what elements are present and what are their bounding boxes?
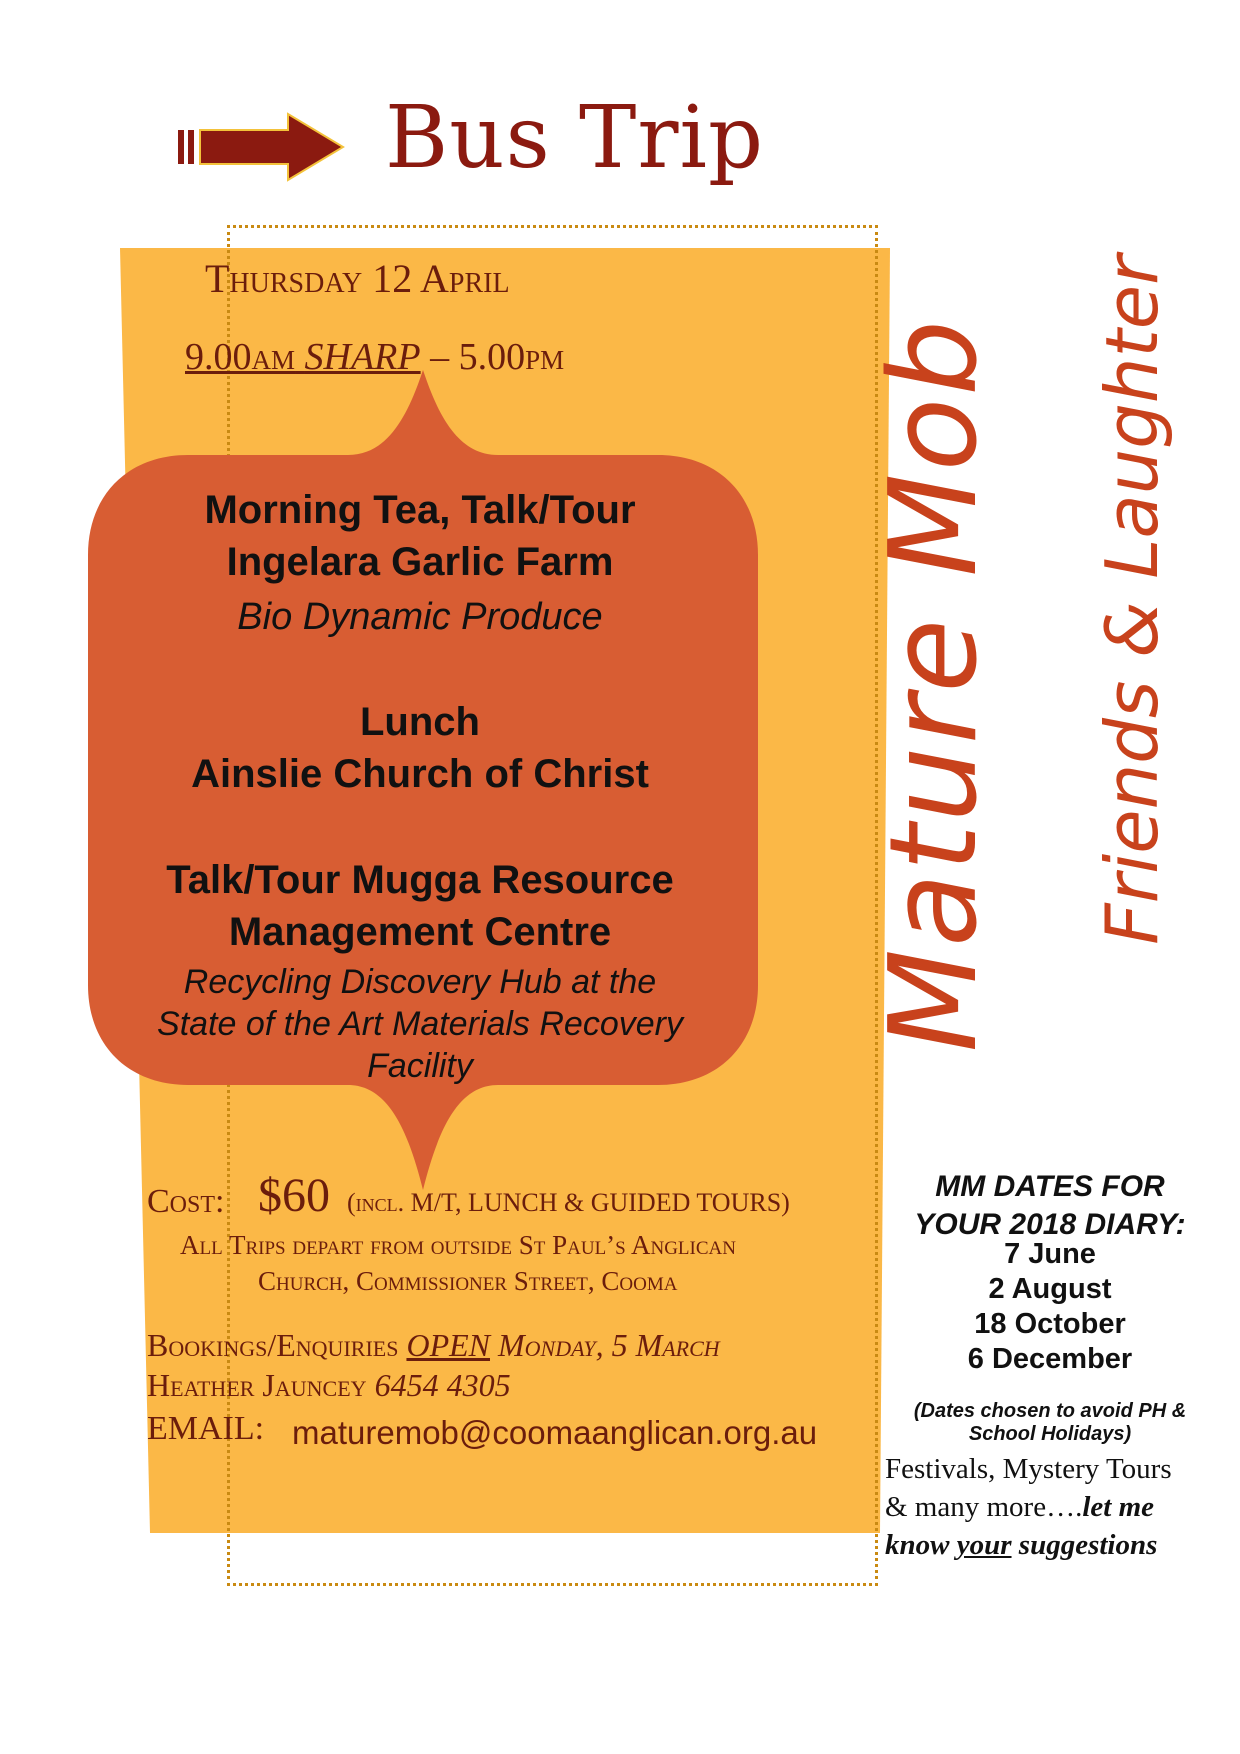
dates-note: (Dates chosen to avoid PH & School Holidays) — [913, 1400, 1187, 1445]
stop3-sub2: State of the Art Materials Recovery — [157, 1005, 683, 1043]
stop1-line2: Ingelara Garlic Farm — [226, 540, 614, 584]
stop3-sub1: Recycling Discovery Hub at the — [183, 963, 657, 1001]
date-item: 18 October — [974, 1308, 1126, 1340]
dates-heading: MM DATES FOR YOUR 2018 DIARY: — [914, 1170, 1186, 1241]
stop3-sub3: Facility — [367, 1047, 473, 1085]
email-label: EMAIL: — [147, 1410, 265, 1447]
event-date: Thursday 12 April — [205, 256, 510, 301]
email-link[interactable]: maturemob@coomaanglican.org.au — [292, 1414, 818, 1451]
contact-line: Heather Jauncey 6454 4305 — [147, 1367, 511, 1403]
departure-line2: Church, Commissioner Street, Cooma — [258, 1266, 678, 1296]
stop1-sub: Bio Dynamic Produce — [237, 596, 603, 638]
stop3-line1: Talk/Tour Mugga Resource — [166, 858, 674, 902]
cost-label: Cost: — [147, 1183, 225, 1220]
mature-mob-title: Mature Mob — [865, 317, 1004, 1053]
cost-value: $60 — [258, 1169, 330, 1222]
stop2-line1: Lunch — [360, 700, 480, 744]
departure-line1: All Trips depart from outside St Paul’s Anglican — [180, 1230, 736, 1260]
suggestions-text: Festivals, Mystery Tours & many more….let me know your suggestions — [885, 1453, 1172, 1561]
event-time: 9.00am SHARP – 5.00pm — [185, 336, 565, 378]
bus-trip-title: Bus Trip — [385, 88, 765, 188]
date-item: 2 August — [988, 1273, 1112, 1305]
right-arrow-icon — [178, 112, 348, 182]
date-item: 6 December — [967, 1343, 1133, 1375]
stop3-line2: Management Centre — [228, 910, 612, 954]
cost-note: (incl. M/T, LUNCH & GUIDED TOURS) — [347, 1188, 790, 1217]
stop2-line2: Ainslie Church of Christ — [191, 752, 649, 796]
stop1-line1: Morning Tea, Talk/Tour — [204, 488, 636, 532]
friends-laughter-tagline: Friends & Laughter — [1090, 255, 1174, 945]
bookings-line: Bookings/Enquiries OPEN Monday, 5 March — [147, 1327, 720, 1363]
date-item: 7 June — [1004, 1238, 1096, 1270]
